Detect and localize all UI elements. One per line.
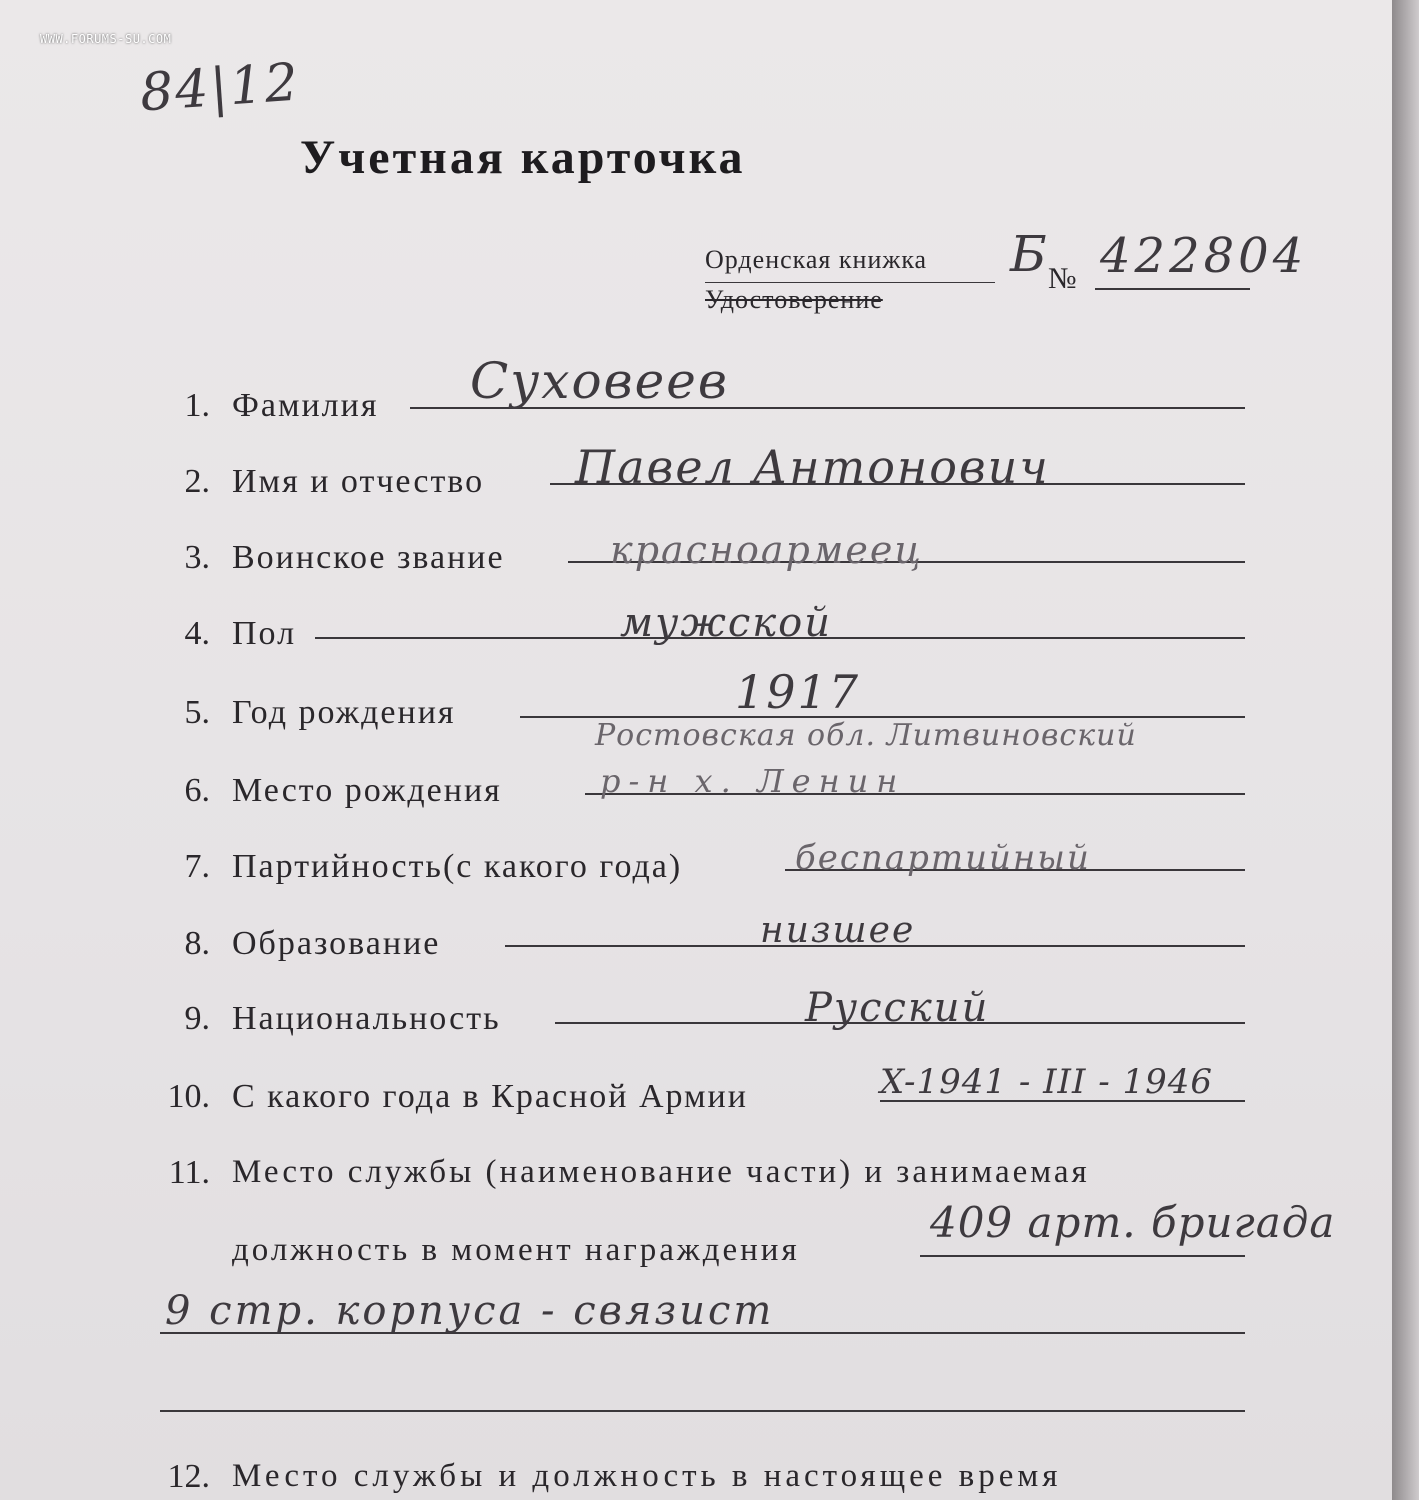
value-education: низшее bbox=[760, 910, 916, 951]
watermark: WWW.FORUMS-SU.COM bbox=[40, 32, 172, 46]
field-label-army-since: С какого года в Красной Армии bbox=[232, 1078, 748, 1115]
field-label-service: Место службы (наименование части) и занимаемая bbox=[232, 1154, 1090, 1190]
field-number: 6. bbox=[184, 772, 210, 809]
field-label-sex: Пол bbox=[232, 615, 297, 652]
field-number: 3. bbox=[184, 539, 210, 576]
value-surname: Суховеев bbox=[470, 352, 729, 410]
field-number: 12. bbox=[167, 1458, 210, 1495]
card-title: Учетная карточка bbox=[300, 131, 746, 184]
field-number: 5. bbox=[184, 694, 210, 731]
field-number: 4. bbox=[184, 615, 210, 652]
field-number: 1. bbox=[184, 387, 210, 424]
field-label-birth-year: Год рождения bbox=[232, 694, 456, 731]
value-rank: красноармеец bbox=[610, 528, 923, 572]
value-party: беспартийный bbox=[795, 838, 1091, 878]
value-service-line2: 9 стр. корпуса - связист bbox=[165, 1288, 775, 1334]
order-book-series: Б bbox=[1010, 225, 1049, 283]
field-label-rank: Воинское звание bbox=[232, 539, 505, 576]
value-name: Павел Антонович bbox=[575, 440, 1050, 494]
field-label-education: Образование bbox=[232, 925, 441, 962]
corner-note: 84|12 bbox=[138, 52, 302, 124]
value-sex: мужской bbox=[620, 600, 832, 646]
value-birthplace: р-н х. Ленин bbox=[600, 762, 906, 800]
value-service: 409 арт. бригада bbox=[930, 1198, 1336, 1247]
value-birth-year: 1917 bbox=[735, 665, 861, 719]
order-number-underline bbox=[1095, 288, 1250, 290]
order-book-number: 422804 bbox=[1100, 228, 1308, 284]
field-number: 7. bbox=[184, 848, 210, 885]
number-sign: № bbox=[1048, 262, 1079, 295]
field-number: 11. bbox=[168, 1154, 210, 1191]
field-label-current-service: Место службы и должность в настоящее время bbox=[232, 1458, 1062, 1494]
field-number: 8. bbox=[184, 925, 210, 962]
field-label-name: Имя и отчество bbox=[232, 463, 485, 500]
paper-edge bbox=[1392, 0, 1419, 1500]
order-book-label: Орденская книжка bbox=[705, 245, 928, 274]
field-number: 9. bbox=[184, 1000, 210, 1037]
field-line bbox=[920, 1255, 1245, 1257]
field-label-service-line2: должность в момент награждения bbox=[232, 1232, 800, 1268]
field-line bbox=[160, 1410, 1245, 1412]
value-nationality: Русский bbox=[805, 985, 990, 1031]
value-birthplace-region: Ростовская обл. Литвиновский bbox=[595, 718, 1137, 753]
order-book-underline bbox=[705, 282, 995, 283]
field-label-birthplace: Место рождения bbox=[232, 772, 502, 809]
field-number: 2. bbox=[184, 463, 210, 500]
field-label-nationality: Национальность bbox=[232, 1000, 501, 1037]
field-number: 10. bbox=[167, 1078, 210, 1115]
field-label-party: Партийность(с какого года) bbox=[232, 848, 683, 885]
value-army-since: X-1941 - III - 1946 bbox=[880, 1062, 1214, 1102]
certificate-label-struck: Удостоверение bbox=[705, 285, 883, 314]
field-label-surname: Фамилия bbox=[232, 387, 379, 424]
